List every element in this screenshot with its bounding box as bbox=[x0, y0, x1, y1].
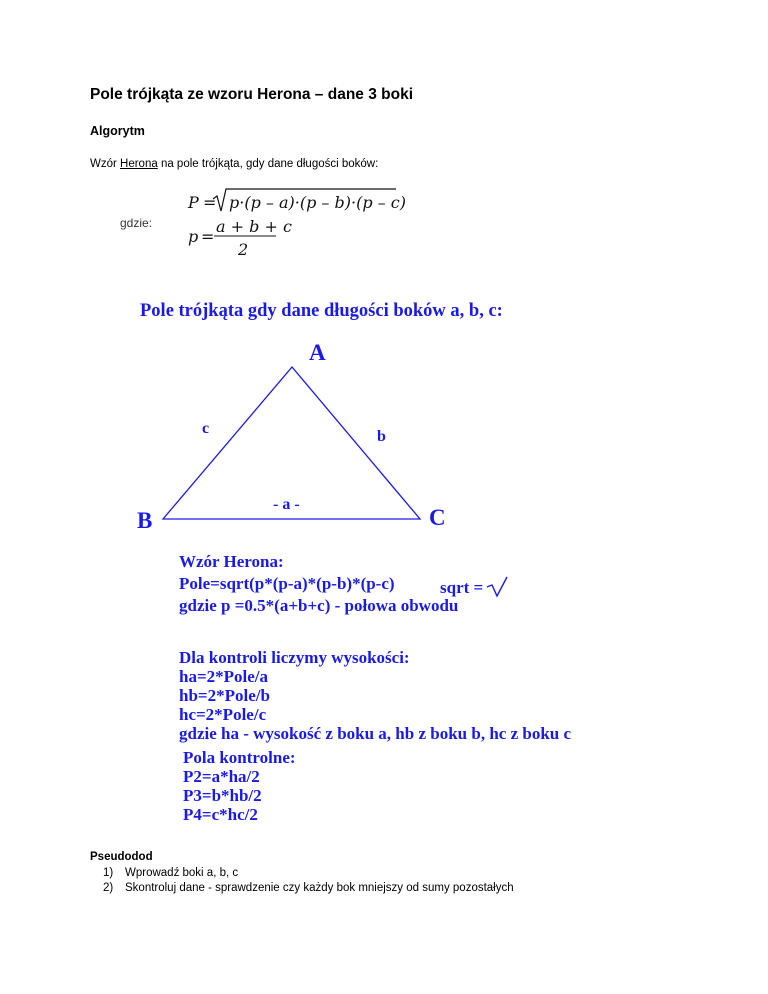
pseudocode-steps bbox=[103, 866, 514, 896]
diagram-title: Pole trójkąta gdy dane długości boków a, b, c: bbox=[140, 301, 503, 321]
formula-p: p bbox=[188, 227, 199, 246]
sqrt-note: sqrt = bbox=[440, 578, 484, 597]
side-b-label: b bbox=[377, 428, 386, 445]
step-text: Skontroluj dane - sprawdzenie czy każdy bok mniejszy od sumy pozostałych bbox=[125, 882, 514, 894]
formula-P: P bbox=[188, 193, 199, 212]
heron-line-1: Pole=sqrt(p*(p-a)*(p-b)*(p-c) bbox=[179, 574, 395, 593]
heights-line: ha=2*Pole/a bbox=[179, 667, 269, 686]
control-line: P4=c*hc/2 bbox=[183, 805, 258, 824]
step-number: 2) bbox=[103, 882, 114, 894]
control-line: Pola kontrolne: bbox=[183, 748, 296, 767]
heights-line: Dla kontroli liczymy wysokości: bbox=[179, 648, 410, 667]
herona-link[interactable]: Herona bbox=[120, 158, 158, 170]
side-c-label: c bbox=[202, 420, 210, 437]
section-heading: Algorytm bbox=[90, 124, 145, 138]
list-item bbox=[103, 866, 514, 881]
list-item bbox=[103, 881, 514, 896]
vertex-a: A bbox=[309, 340, 326, 365]
sqrt-symbol-icon bbox=[487, 577, 507, 596]
heights-line: hb=2*Pole/b bbox=[179, 686, 270, 705]
pseudocode-heading: Pseudodod bbox=[90, 851, 153, 863]
control-block bbox=[183, 748, 296, 824]
formula-equals-1: = bbox=[203, 193, 217, 212]
heron-line-2: gdzie p =0.5*(a+b+c) - połowa obwodu bbox=[179, 596, 459, 615]
heights-line: gdzie ha - wysokość z boku a, hb z boku b, hc z boku c bbox=[179, 724, 572, 743]
formula-sqrt-body: p·(p – a)·(p – b)·(p – c) bbox=[229, 193, 406, 212]
gdzie-label: gdzie: bbox=[120, 216, 153, 230]
step-number: 1) bbox=[103, 867, 114, 879]
heron-block bbox=[179, 552, 458, 615]
vertex-b: B bbox=[137, 508, 153, 533]
intro-before: Wzór bbox=[90, 158, 121, 170]
control-line: P3=b*hb/2 bbox=[183, 786, 262, 805]
formula-equals-2: = bbox=[201, 227, 215, 246]
page-title: Pole trójkąta ze wzoru Herona – dane 3 boki bbox=[90, 86, 414, 103]
control-line: P2=a*ha/2 bbox=[183, 767, 260, 786]
intro-after: na pole trójkąta, gdy dane długości boków: bbox=[157, 158, 379, 170]
step-text: Wprowadź boki a, b, c bbox=[125, 867, 239, 879]
formula-numerator: a + b + c bbox=[216, 217, 292, 236]
heights-block bbox=[179, 648, 571, 743]
side-a-label: - a - bbox=[273, 496, 300, 513]
heron-heading: Wzór Herona: bbox=[179, 552, 284, 571]
formula-denominator: 2 bbox=[238, 240, 249, 259]
vertex-c: C bbox=[429, 505, 446, 530]
heights-line: hc=2*Pole/c bbox=[179, 705, 267, 724]
